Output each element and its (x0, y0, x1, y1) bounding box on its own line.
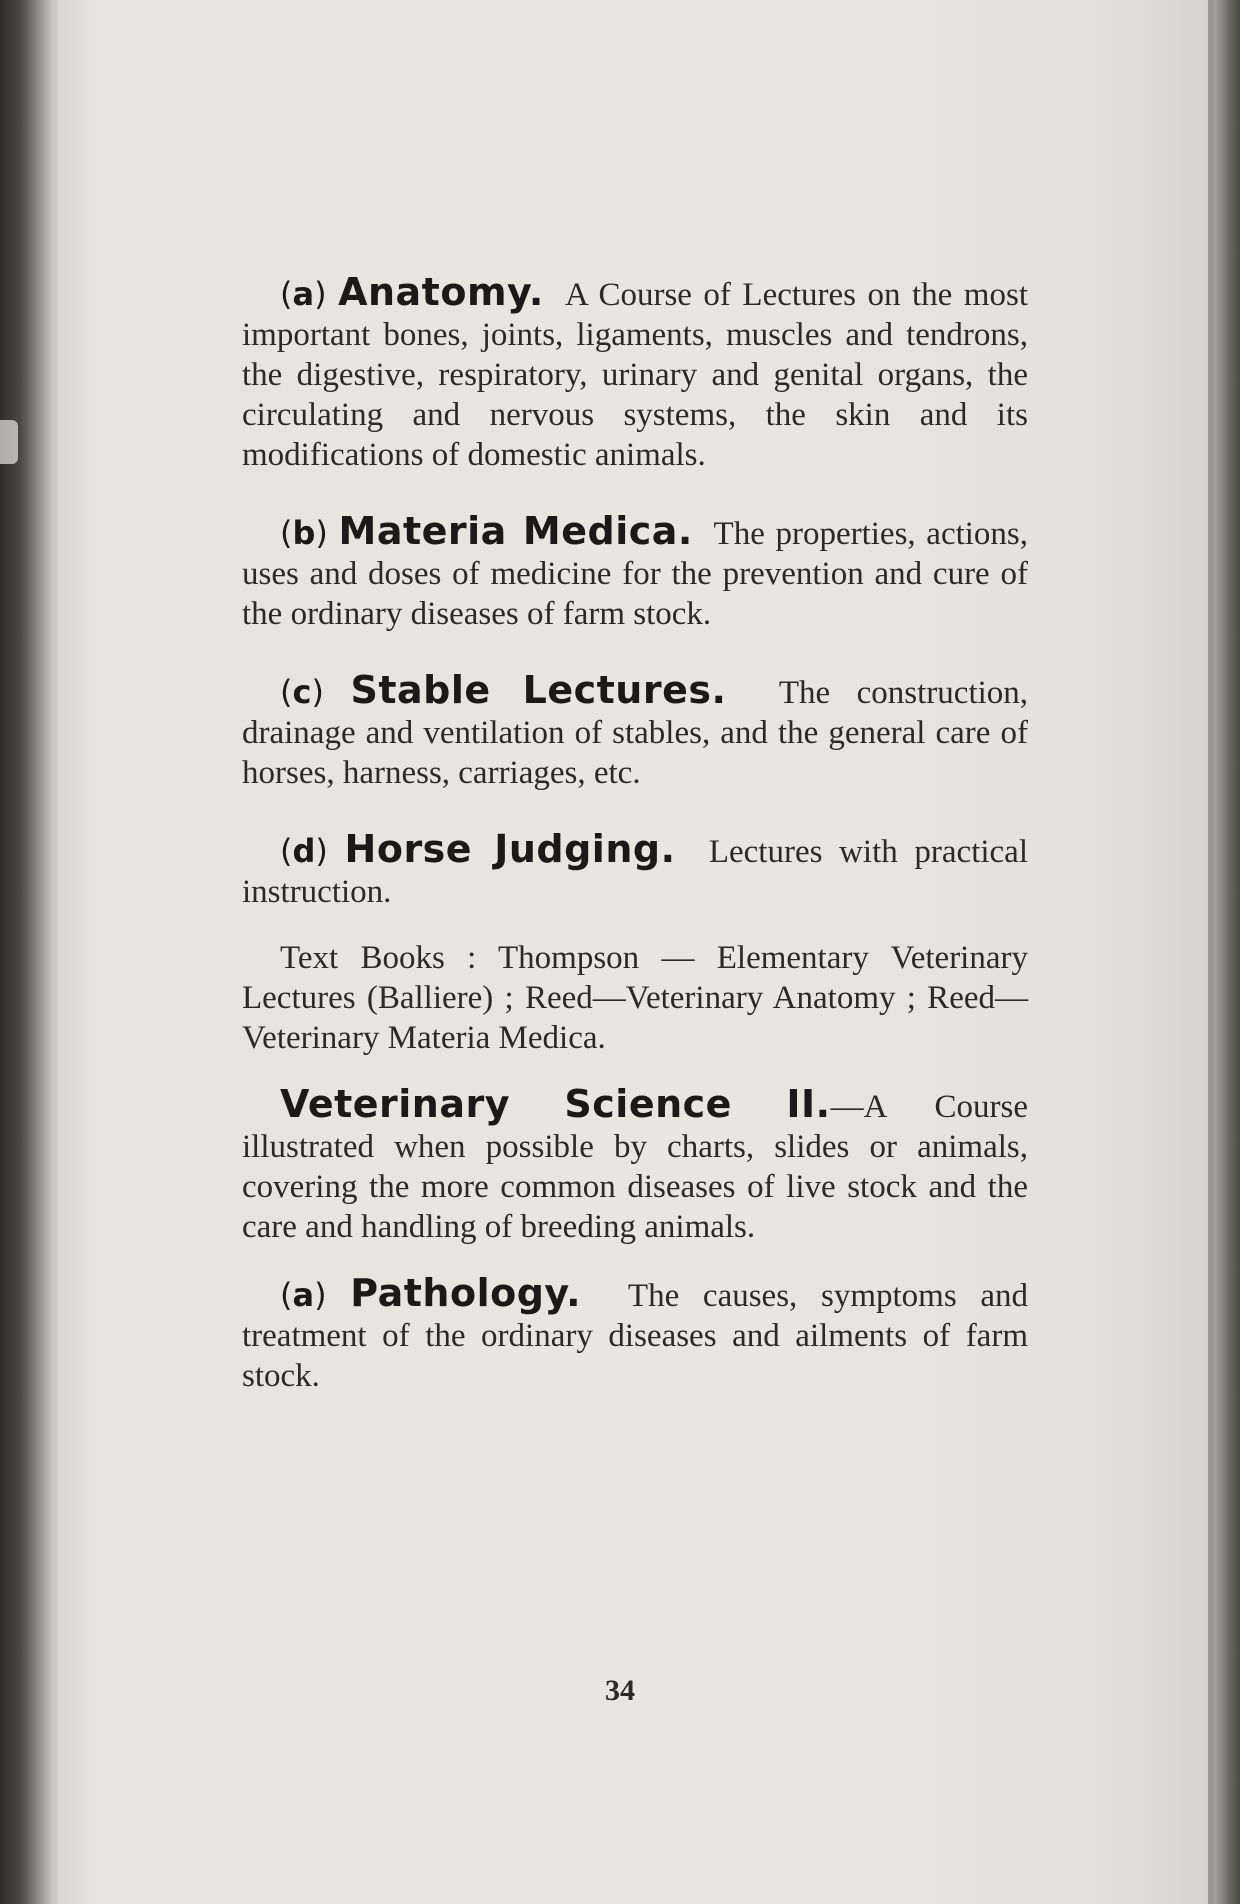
section-heading: Pathology. (350, 1271, 582, 1315)
course-body: —A Course illustrated when possible by charts, slides or animals, covering the more common diseases of live stock and the care and handling of breeding animals. (242, 1089, 1028, 1245)
section-body: Lectures with practical instruction. (242, 834, 1028, 910)
course-veterinary-science-ii (242, 1084, 1028, 1247)
section-horse-judging (242, 829, 1028, 912)
section-pathology (242, 1273, 1028, 1396)
section-letter: (b) (280, 514, 328, 552)
section-letter: (a) (280, 275, 327, 313)
page-edge-shadow (1214, 0, 1240, 1904)
section-letter: (c) (280, 673, 324, 711)
page-content (242, 272, 1028, 1432)
section-body: The causes, symptoms and treatment of the ordinary diseases and ailments of farm stock. (242, 1278, 1029, 1394)
section-body: A Course of Lectures on the most important bones, joints, ligaments, muscles and tendrons, the digestive, respiratory, urinary and genital organs, the circulating and nervous systems, the skin and its modifications of domestic animals. (242, 277, 1028, 473)
section-body: The construction, drainage and ventilation of stables, and the general care of horses, harness, carriages, etc. (242, 675, 1029, 791)
section-heading: Materia Medica. (338, 509, 693, 553)
section-stable-lectures (242, 670, 1028, 793)
section-anatomy (242, 272, 1028, 475)
section-heading: Stable Lectures. (350, 668, 727, 712)
course-heading: Veterinary Science II. (280, 1082, 831, 1126)
section-heading: Anatomy. (338, 270, 544, 314)
section-letter: (a) (280, 1276, 327, 1314)
binding-fold-mark (0, 420, 18, 464)
text-books: Text Books : Thompson — Elementary Veterinary Lectures (Balliere) ; Reed—Veterinary Anatomy ; Reed—Veterinary Materia Medica. (242, 940, 1028, 1056)
section-body: The properties, actions, uses and doses of medicine for the prevention and cure of the ordinary diseases of farm stock. (242, 516, 1029, 632)
section-heading: Horse Judging. (344, 827, 676, 871)
section-letter: (d) (280, 832, 328, 870)
page-number: 34 (605, 1674, 635, 1707)
section-materia-medica (242, 511, 1028, 634)
